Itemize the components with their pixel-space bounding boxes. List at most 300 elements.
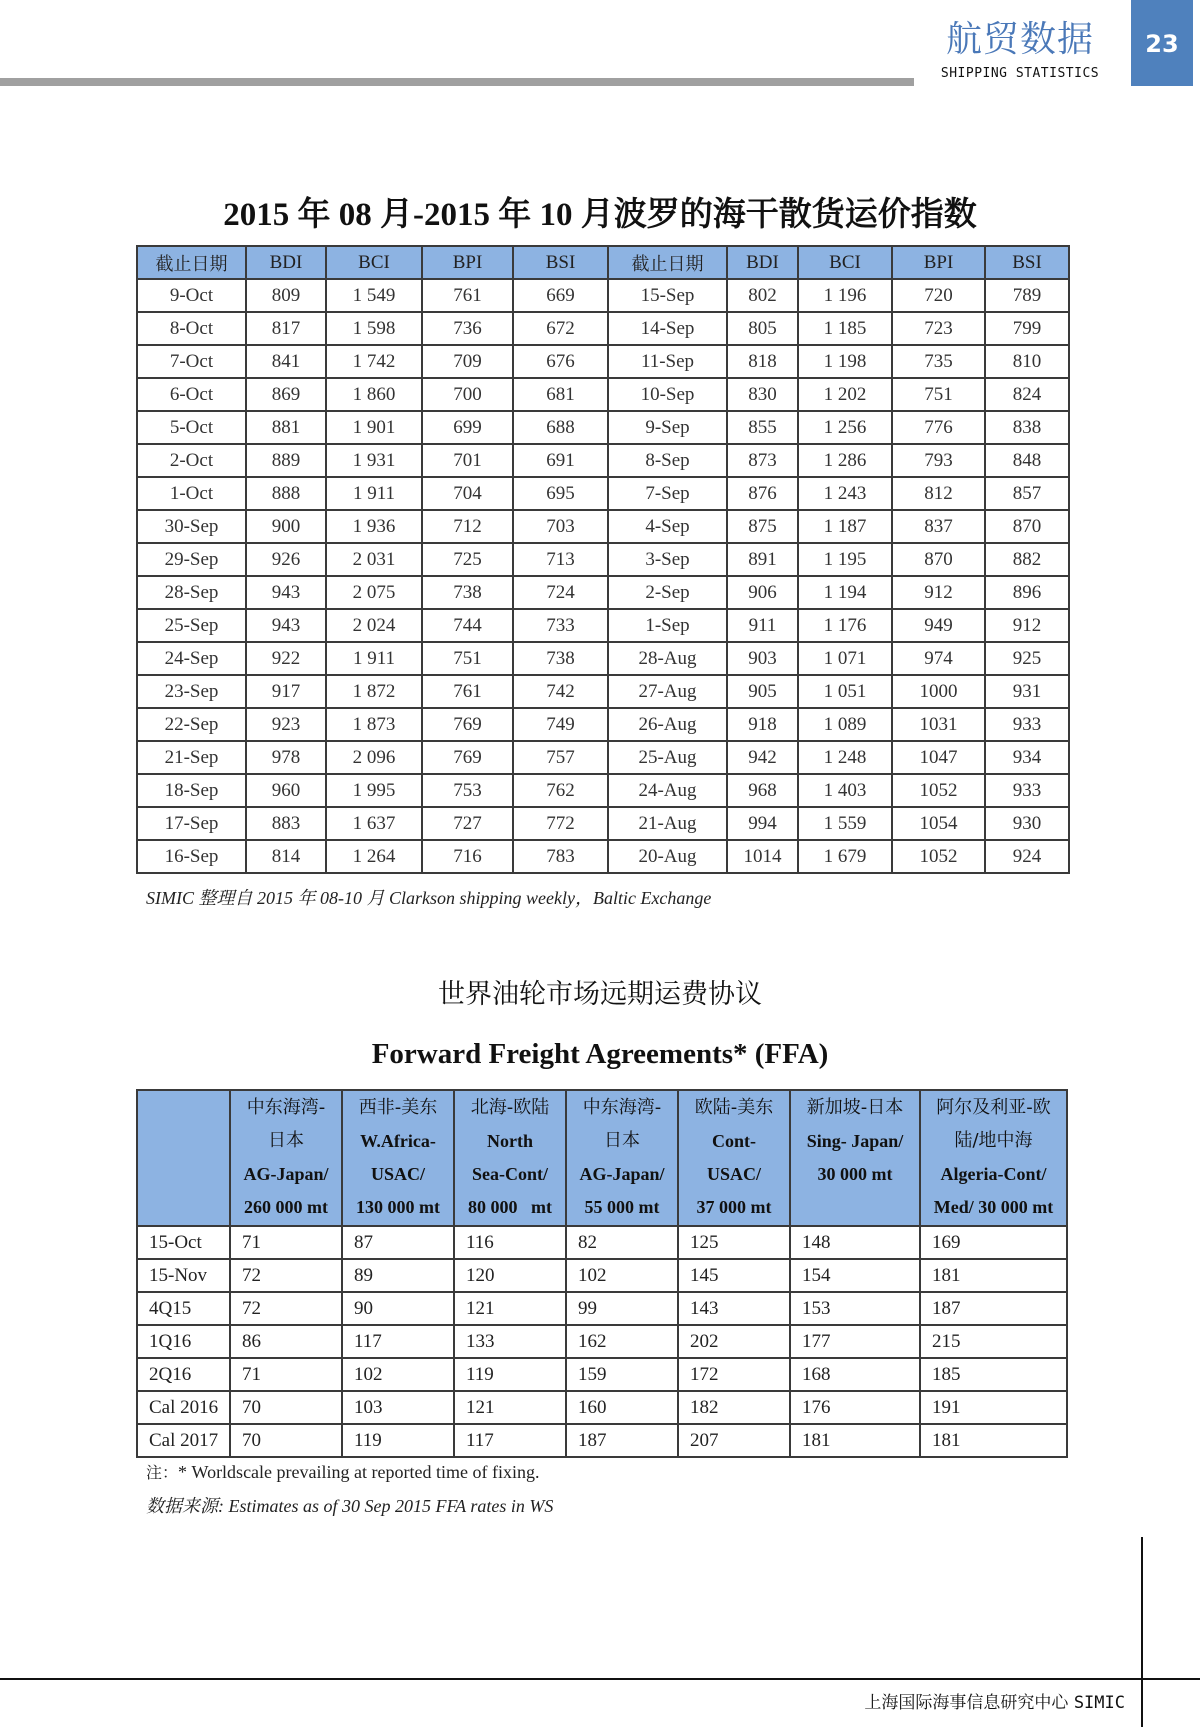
table-cell: 720 <box>892 279 985 312</box>
table-cell: 154 <box>790 1259 920 1292</box>
ffa-header-line: 日本 <box>268 1130 304 1151</box>
table-row <box>137 510 1069 543</box>
table-cell: 1 196 <box>798 279 892 312</box>
table-cell: 1 742 <box>326 345 422 378</box>
table-cell: 86 <box>230 1325 342 1358</box>
footer-organization <box>800 1688 1125 1713</box>
table-cell: 2-Oct <box>137 444 246 477</box>
table-cell: 70 <box>230 1391 342 1424</box>
table-cell: 71 <box>230 1358 342 1391</box>
table-row <box>137 1292 1067 1325</box>
ffa-note-text: * Worldscale prevailing at reported time of fixing. <box>178 1462 540 1482</box>
table-cell: 117 <box>342 1325 454 1358</box>
table-cell: 168 <box>790 1358 920 1391</box>
table-cell: 762 <box>513 774 608 807</box>
table-cell: 857 <box>985 477 1069 510</box>
table-cell: 949 <box>892 609 985 642</box>
table-row <box>137 1391 1067 1424</box>
table-cell: 703 <box>513 510 608 543</box>
table-cell: 889 <box>246 444 326 477</box>
table-row <box>137 345 1069 378</box>
table-cell: 888 <box>246 477 326 510</box>
footer-vertical-rule <box>1141 1537 1143 1727</box>
table-cell: 1 911 <box>326 477 422 510</box>
table-cell: 1 194 <box>798 576 892 609</box>
table-cell: 160 <box>566 1391 678 1424</box>
ffa-table-header-row <box>137 1090 1067 1226</box>
table-row <box>137 1424 1067 1457</box>
table-cell: 148 <box>790 1226 920 1259</box>
ffa-column-header <box>137 1090 230 1226</box>
table-row <box>137 642 1069 675</box>
table-cell: 1052 <box>892 774 985 807</box>
table-cell: 922 <box>246 642 326 675</box>
table-cell: 802 <box>727 279 798 312</box>
ffa-header-line: AG-Japan/ <box>579 1164 665 1184</box>
period-cell: 15-Nov <box>137 1259 230 1292</box>
table-cell: 159 <box>566 1358 678 1391</box>
ffa-header-line: Cont- <box>712 1131 756 1151</box>
table-cell: 1 202 <box>798 378 892 411</box>
table-cell: 23-Sep <box>137 675 246 708</box>
table-cell: 1054 <box>892 807 985 840</box>
table-cell: 883 <box>246 807 326 840</box>
table-cell: 21-Sep <box>137 741 246 774</box>
table-cell: 119 <box>454 1358 566 1391</box>
ffa-header-line: 260 000 mt <box>244 1197 328 1217</box>
ffa-header-line: 西非-美东 <box>358 1097 438 1118</box>
table-cell: 27-Aug <box>608 675 727 708</box>
table-cell: 870 <box>892 543 985 576</box>
table-row <box>137 411 1069 444</box>
table-cell: 943 <box>246 576 326 609</box>
table-cell: 751 <box>892 378 985 411</box>
table-cell: 1 559 <box>798 807 892 840</box>
bdi-table-title: 2015 年 08 月-2015 年 10 月波罗的海干散货运价指数 <box>223 197 977 233</box>
table-cell: 187 <box>920 1292 1067 1325</box>
header-rule <box>0 78 914 86</box>
table-cell: 202 <box>678 1325 790 1358</box>
table-cell: 20-Aug <box>608 840 727 873</box>
table-cell: 736 <box>422 312 513 345</box>
ffa-source: 数据来源: Estimates as of 30 Sep 2015 FFA rates in WS <box>146 1496 554 1516</box>
table-cell: 30-Sep <box>137 510 246 543</box>
table-row <box>137 477 1069 510</box>
ffa-header-line: 陆/地中海 <box>954 1130 1033 1151</box>
table-cell: 7-Oct <box>137 345 246 378</box>
table-cell: 769 <box>422 708 513 741</box>
table-cell: 21-Aug <box>608 807 727 840</box>
table-cell: 876 <box>727 477 798 510</box>
table-cell: 818 <box>727 345 798 378</box>
table-cell: 700 <box>422 378 513 411</box>
ffa-header-line: USAC/ <box>370 1164 425 1184</box>
table-cell: 704 <box>422 477 513 510</box>
table-cell: 1 872 <box>326 675 422 708</box>
table-cell: 735 <box>892 345 985 378</box>
table-cell: 181 <box>920 1424 1067 1457</box>
table-row <box>137 1226 1067 1259</box>
table-row <box>137 576 1069 609</box>
table-cell: 873 <box>727 444 798 477</box>
table-cell: 882 <box>985 543 1069 576</box>
table-cell: 125 <box>678 1226 790 1259</box>
table-row <box>137 279 1069 312</box>
table-cell: 3-Sep <box>608 543 727 576</box>
table-cell: 2 096 <box>326 741 422 774</box>
table-cell: 8-Sep <box>608 444 727 477</box>
table-cell: 672 <box>513 312 608 345</box>
table-cell: 29-Sep <box>137 543 246 576</box>
table-cell: 1 187 <box>798 510 892 543</box>
table-cell: 8-Oct <box>137 312 246 345</box>
ffa-header-line: Sea-Cont/ <box>472 1164 548 1184</box>
table-cell: 713 <box>513 543 608 576</box>
ffa-column-header <box>678 1090 790 1226</box>
table-cell: 742 <box>513 675 608 708</box>
table-cell: 121 <box>454 1391 566 1424</box>
table-row <box>137 1259 1067 1292</box>
section-title: 航贸数据 <box>945 19 1094 60</box>
ffa-header-line: 中东海湾- <box>246 1097 326 1118</box>
table-cell: 905 <box>727 675 798 708</box>
table-cell: 1-Oct <box>137 477 246 510</box>
table-cell: 912 <box>892 576 985 609</box>
table-row <box>137 840 1069 873</box>
table-cell: 855 <box>727 411 798 444</box>
table-cell: 2 075 <box>326 576 422 609</box>
table-cell: 1014 <box>727 840 798 873</box>
table-cell: 70 <box>230 1424 342 1457</box>
table-cell: 912 <box>985 609 1069 642</box>
table-row <box>137 1325 1067 1358</box>
table-cell: 6-Oct <box>137 378 246 411</box>
table-cell: 1 185 <box>798 312 892 345</box>
ffa-header-line: W.Africa- <box>360 1131 436 1151</box>
table-cell: 1 264 <box>326 840 422 873</box>
table-cell: 1 176 <box>798 609 892 642</box>
table-cell: 185 <box>920 1358 1067 1391</box>
table-cell: 99 <box>566 1292 678 1325</box>
table-row <box>137 609 1069 642</box>
bdi-column-header: BSI <box>513 246 608 279</box>
ffa-column-header <box>790 1090 920 1226</box>
table-cell: 4-Sep <box>608 510 727 543</box>
footer-rule <box>0 1678 1200 1680</box>
bdi-column-header: BPI <box>422 246 513 279</box>
table-cell: 177 <box>790 1325 920 1358</box>
table-cell: 1 936 <box>326 510 422 543</box>
table-cell: 757 <box>513 741 608 774</box>
table-cell: 24-Sep <box>137 642 246 675</box>
table-cell: 769 <box>422 741 513 774</box>
table-cell: 1 198 <box>798 345 892 378</box>
table-cell: 812 <box>892 477 985 510</box>
ffa-header-line: AG-Japan/ <box>243 1164 329 1184</box>
table-cell: 87 <box>342 1226 454 1259</box>
table-cell: 930 <box>985 807 1069 840</box>
table-cell: 974 <box>892 642 985 675</box>
table-cell: 805 <box>727 312 798 345</box>
ffa-header-line: 130 000 mt <box>356 1197 440 1217</box>
table-cell: 9-Oct <box>137 279 246 312</box>
table-cell: 761 <box>422 279 513 312</box>
table-cell: 837 <box>892 510 985 543</box>
table-cell: 169 <box>920 1226 1067 1259</box>
table-cell: 119 <box>342 1424 454 1457</box>
table-cell: 838 <box>985 411 1069 444</box>
table-cell: 723 <box>892 312 985 345</box>
table-cell: 688 <box>513 411 608 444</box>
table-cell: 24-Aug <box>608 774 727 807</box>
table-cell: 924 <box>985 840 1069 873</box>
ffa-header-line: 55 000 mt <box>584 1197 660 1217</box>
bdi-column-header: 截止日期 <box>137 246 246 279</box>
table-row <box>137 312 1069 345</box>
table-row <box>137 444 1069 477</box>
ffa-header-line: 北海-欧陆 <box>470 1097 550 1118</box>
table-cell: 103 <box>342 1391 454 1424</box>
table-row <box>137 807 1069 840</box>
table-cell: 1 051 <box>798 675 892 708</box>
table-cell: 669 <box>513 279 608 312</box>
table-cell: 181 <box>790 1424 920 1457</box>
table-cell: 1052 <box>892 840 985 873</box>
bdi-column-header: BSI <box>985 246 1069 279</box>
table-cell: 753 <box>422 774 513 807</box>
bdi-column-header: 截止日期 <box>608 246 727 279</box>
ffa-header-line: 日本 <box>604 1130 640 1151</box>
table-cell: 1 256 <box>798 411 892 444</box>
table-cell: 89 <box>342 1259 454 1292</box>
table-cell: 133 <box>454 1325 566 1358</box>
period-cell: 15-Oct <box>137 1226 230 1259</box>
table-cell: 10-Sep <box>608 378 727 411</box>
bdi-table <box>136 245 1070 874</box>
table-cell: 934 <box>985 741 1069 774</box>
bdi-column-header: BCI <box>326 246 422 279</box>
table-cell: 917 <box>246 675 326 708</box>
table-cell: 676 <box>513 345 608 378</box>
table-cell: 799 <box>985 312 1069 345</box>
table-cell: 5-Oct <box>137 411 246 444</box>
table-cell: 869 <box>246 378 326 411</box>
ffa-column-header <box>230 1090 342 1226</box>
table-cell: 25-Aug <box>608 741 727 774</box>
footer-org-english: SIMIC <box>1073 1693 1125 1713</box>
table-cell: 724 <box>513 576 608 609</box>
table-cell: 931 <box>985 675 1069 708</box>
table-cell: 712 <box>422 510 513 543</box>
table-cell: 738 <box>422 576 513 609</box>
table-cell: 28-Sep <box>137 576 246 609</box>
table-cell: 749 <box>513 708 608 741</box>
table-cell: 903 <box>727 642 798 675</box>
table-row <box>137 708 1069 741</box>
table-cell: 25-Sep <box>137 609 246 642</box>
ffa-header-line: USAC/ <box>706 1164 761 1184</box>
table-cell: 817 <box>246 312 326 345</box>
table-cell: 776 <box>892 411 985 444</box>
table-cell: 772 <box>513 807 608 840</box>
table-cell: 121 <box>454 1292 566 1325</box>
table-cell: 942 <box>727 741 798 774</box>
table-cell: 900 <box>246 510 326 543</box>
table-cell: 1 931 <box>326 444 422 477</box>
table-cell: 1 243 <box>798 477 892 510</box>
table-cell: 102 <box>566 1259 678 1292</box>
table-cell: 9-Sep <box>608 411 727 444</box>
table-cell: 789 <box>985 279 1069 312</box>
ffa-header-line: Algeria-Cont/ <box>940 1164 1047 1184</box>
table-cell: 1 637 <box>326 807 422 840</box>
table-cell: 824 <box>985 378 1069 411</box>
page-number: 23 <box>1145 30 1179 58</box>
table-cell: 1 860 <box>326 378 422 411</box>
table-cell: 848 <box>985 444 1069 477</box>
table-cell: 1 598 <box>326 312 422 345</box>
table-cell: 16-Sep <box>137 840 246 873</box>
table-cell: 933 <box>985 774 1069 807</box>
table-cell: 695 <box>513 477 608 510</box>
ffa-header-line: 37 000 mt <box>696 1197 772 1217</box>
table-row <box>137 378 1069 411</box>
table-cell: 82 <box>566 1226 678 1259</box>
footer-org-chinese: 上海国际海事信息研究中心 <box>864 1693 1069 1713</box>
table-cell: 7-Sep <box>608 477 727 510</box>
table-cell: 1031 <box>892 708 985 741</box>
ffa-header-line: 新加坡-日本 <box>806 1097 904 1118</box>
table-cell: 1000 <box>892 675 985 708</box>
table-cell: 28-Aug <box>608 642 727 675</box>
table-cell: 26-Aug <box>608 708 727 741</box>
table-cell: 117 <box>454 1424 566 1457</box>
table-cell: 1047 <box>892 741 985 774</box>
table-cell: 830 <box>727 378 798 411</box>
table-cell: 153 <box>790 1292 920 1325</box>
table-cell: 11-Sep <box>608 345 727 378</box>
ffa-column-header <box>454 1090 566 1226</box>
table-cell: 881 <box>246 411 326 444</box>
table-cell: 72 <box>230 1259 342 1292</box>
table-cell: 14-Sep <box>608 312 727 345</box>
table-cell: 814 <box>246 840 326 873</box>
table-cell: 1 901 <box>326 411 422 444</box>
table-cell: 15-Sep <box>608 279 727 312</box>
table-row <box>137 741 1069 774</box>
table-cell: 1-Sep <box>608 609 727 642</box>
ffa-header-line: 阿尔及利亚-欧 <box>936 1097 1051 1118</box>
ffa-note <box>146 1460 539 1483</box>
table-cell: 727 <box>422 807 513 840</box>
table-cell: 738 <box>513 642 608 675</box>
table-cell: 691 <box>513 444 608 477</box>
bdi-column-header: BDI <box>727 246 798 279</box>
table-cell: 1 286 <box>798 444 892 477</box>
table-cell: 116 <box>454 1226 566 1259</box>
period-cell: Cal 2017 <box>137 1424 230 1457</box>
table-cell: 1 679 <box>798 840 892 873</box>
table-cell: 17-Sep <box>137 807 246 840</box>
table-cell: 162 <box>566 1325 678 1358</box>
table-cell: 1 071 <box>798 642 892 675</box>
table-cell: 699 <box>422 411 513 444</box>
table-cell: 182 <box>678 1391 790 1424</box>
table-cell: 733 <box>513 609 608 642</box>
table-cell: 906 <box>727 576 798 609</box>
table-cell: 1 248 <box>798 741 892 774</box>
table-cell: 725 <box>422 543 513 576</box>
table-cell: 744 <box>422 609 513 642</box>
section-subtitle: SHIPPING STATISTICS <box>940 66 1100 81</box>
table-cell: 2 031 <box>326 543 422 576</box>
bdi-column-header: BDI <box>246 246 326 279</box>
table-cell: 925 <box>985 642 1069 675</box>
table-cell: 120 <box>454 1259 566 1292</box>
ffa-column-header <box>342 1090 454 1226</box>
table-cell: 943 <box>246 609 326 642</box>
ffa-note-prefix: 注： <box>146 1463 179 1482</box>
table-cell: 1 995 <box>326 774 422 807</box>
table-cell: 681 <box>513 378 608 411</box>
table-cell: 911 <box>727 609 798 642</box>
ffa-header-line <box>138 1093 229 1126</box>
table-cell: 875 <box>727 510 798 543</box>
ffa-header-line: 80 000 mt <box>468 1197 552 1217</box>
bdi-column-header: BCI <box>798 246 892 279</box>
table-cell: 960 <box>246 774 326 807</box>
ffa-title-chinese: 世界油轮市场远期运费协议 <box>438 979 762 1010</box>
table-cell: 187 <box>566 1424 678 1457</box>
table-cell: 1 089 <box>798 708 892 741</box>
table-cell: 978 <box>246 741 326 774</box>
table-cell: 191 <box>920 1391 1067 1424</box>
table-cell: 22-Sep <box>137 708 246 741</box>
table-cell: 18-Sep <box>137 774 246 807</box>
ffa-table <box>136 1089 1068 1458</box>
table-cell: 968 <box>727 774 798 807</box>
table-cell: 810 <box>985 345 1069 378</box>
ffa-column-header <box>920 1090 1067 1226</box>
table-cell: 926 <box>246 543 326 576</box>
period-cell: 4Q15 <box>137 1292 230 1325</box>
table-cell: 1 403 <box>798 774 892 807</box>
period-cell: 1Q16 <box>137 1325 230 1358</box>
table-cell: 783 <box>513 840 608 873</box>
table-cell: 709 <box>422 345 513 378</box>
table-cell: 896 <box>985 576 1069 609</box>
period-cell: Cal 2016 <box>137 1391 230 1424</box>
table-cell: 870 <box>985 510 1069 543</box>
table-cell: 181 <box>920 1259 1067 1292</box>
table-cell: 90 <box>342 1292 454 1325</box>
ffa-title-english: Forward Freight Agreements* (FFA) <box>371 1038 829 1070</box>
table-cell: 918 <box>727 708 798 741</box>
period-cell: 2Q16 <box>137 1358 230 1391</box>
table-cell: 923 <box>246 708 326 741</box>
ffa-header-line: Sing- Japan/ <box>806 1131 904 1151</box>
table-cell: 701 <box>422 444 513 477</box>
table-cell: 215 <box>920 1325 1067 1358</box>
table-cell: 809 <box>246 279 326 312</box>
ffa-header-line: North <box>487 1131 533 1151</box>
table-cell: 143 <box>678 1292 790 1325</box>
table-cell: 1 195 <box>798 543 892 576</box>
table-cell: 751 <box>422 642 513 675</box>
table-row <box>137 543 1069 576</box>
table-cell: 2-Sep <box>608 576 727 609</box>
table-cell: 2 024 <box>326 609 422 642</box>
